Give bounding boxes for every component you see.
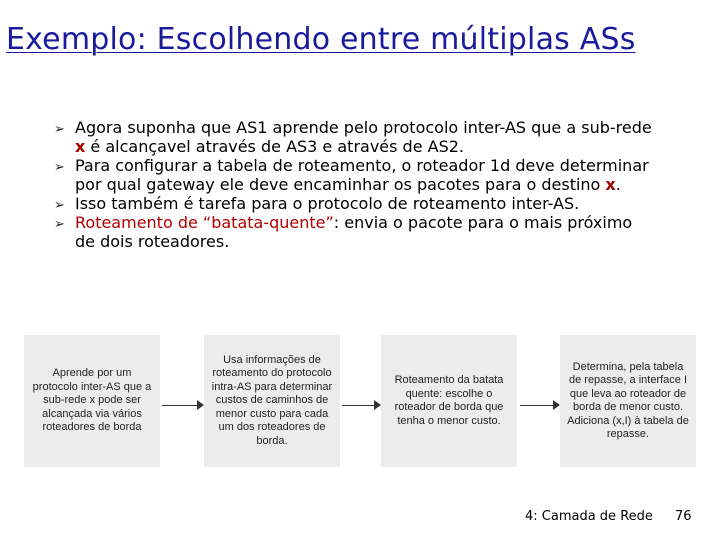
bullet-text: Agora suponha que AS1 aprende pelo protocolo inter-AS que a sub-rede xyxy=(75,118,652,137)
right-arrow-icon xyxy=(197,400,204,410)
bullet-item xyxy=(54,194,654,213)
arrow-bullet-icon: ➢ xyxy=(54,160,65,175)
flow-connector xyxy=(342,405,375,406)
flow-step-text: Aprende por um protocolo inter-AS que a sub-rede x pode ser alcançada via vários roteadores de borda xyxy=(32,367,152,434)
destination-x: x xyxy=(75,137,86,156)
flow-step-text: Usa informações de roteamento do protocolo intra-AS para determinar custos de caminhos de menor custo para cada um dos roteadores de borda. xyxy=(211,353,333,447)
hot-potato-term: Roteamento de “batata-quente” xyxy=(75,213,334,232)
arrow-bullet-icon: ➢ xyxy=(54,122,65,137)
arrow-bullet-icon: ➢ xyxy=(54,217,65,232)
bullet-list xyxy=(54,118,654,251)
right-arrow-icon xyxy=(553,400,560,410)
bullet-item xyxy=(54,213,654,251)
bullet-text: Para configurar a tabela de roteamento, o roteador 1d deve determinar por qual gateway ele deve encaminhar os pacotes para o destino xyxy=(75,156,649,194)
bullet-text: é alcançavel através de AS3 e através de AS2. xyxy=(85,137,465,156)
arrow-bullet-icon: ➢ xyxy=(54,198,65,213)
bullet-text: . xyxy=(615,175,621,194)
flow-step-1 xyxy=(24,335,160,467)
bullet-item xyxy=(54,156,654,194)
slide-title: Exemplo: Escolhendo entre múltiplas ASs xyxy=(6,22,636,57)
page-number: 76 xyxy=(675,509,692,524)
footer-label: 4: Camada de Rede xyxy=(525,509,653,524)
bullet-text: : envia o pacote para o mais próximo de dois roteadores. xyxy=(75,213,633,251)
flow-connector xyxy=(162,405,198,406)
flow-step-text: Roteamento da batata quente: escolhe o roteador de borda que tenha o menor custo. xyxy=(394,374,504,427)
flow-step-3 xyxy=(381,335,517,467)
flow-step-2 xyxy=(204,335,340,467)
right-arrow-icon xyxy=(374,400,381,410)
flow-step-4 xyxy=(560,335,696,467)
bullet-item xyxy=(54,118,654,156)
flow-step-text: Determina, pela tabela de repasse, a interface I que leva ao roteador de borda de menor custo. Adiciona (x,I) à tabela de repasse. xyxy=(567,360,689,440)
bullet-text: Isso também é tarefa para o protocolo de roteamento inter-AS. xyxy=(75,194,580,213)
flow-connector xyxy=(520,405,554,406)
destination-x: x xyxy=(605,175,616,194)
